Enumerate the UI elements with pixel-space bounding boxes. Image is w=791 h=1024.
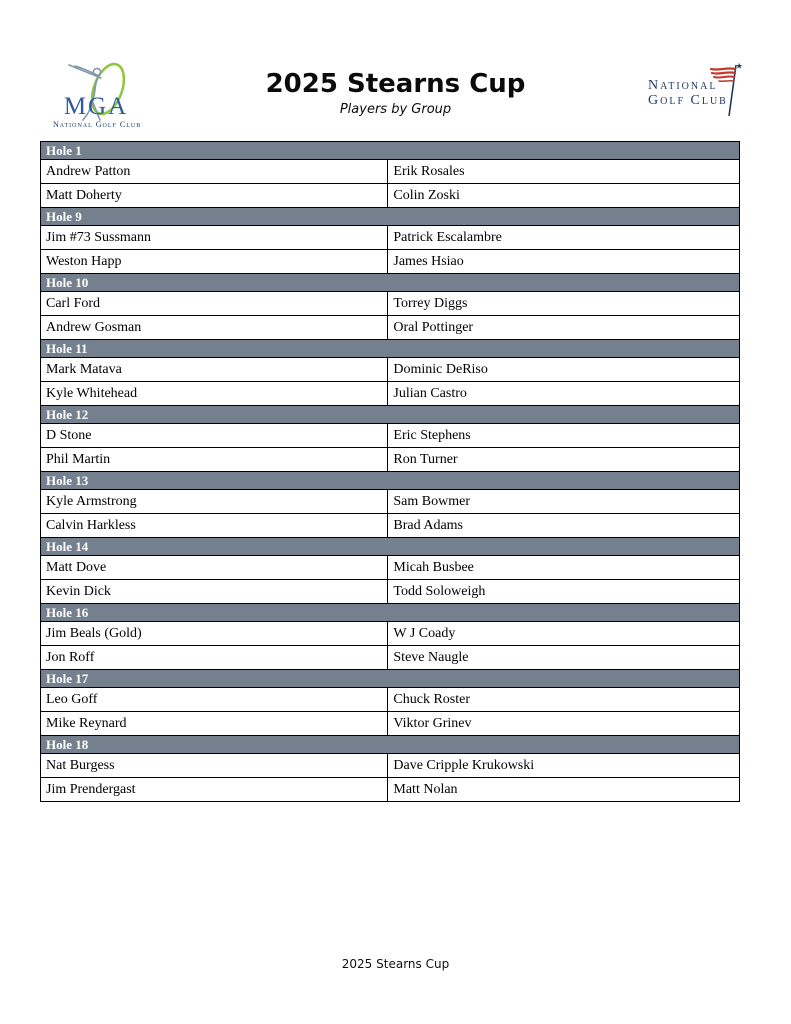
player-cell: Jim Beals (Gold) [41, 622, 388, 646]
player-cell: Patrick Escalambre [388, 226, 740, 250]
group-header-label: Hole 13 [41, 472, 740, 490]
player-cell: Brad Adams [388, 514, 740, 538]
group-header-row [41, 406, 740, 424]
player-cell: Jim #73 Sussmann [41, 226, 388, 250]
player-row [41, 778, 740, 802]
group-header-row [41, 208, 740, 226]
player-row [41, 448, 740, 472]
star-glyph [736, 63, 742, 69]
player-row [41, 754, 740, 778]
player-cell: Eric Stephens [388, 424, 740, 448]
player-cell: Mike Reynard [41, 712, 388, 736]
player-row [41, 316, 740, 340]
player-row [41, 184, 740, 208]
player-cell: Leo Goff [41, 688, 388, 712]
group-header-row [41, 538, 740, 556]
group-header-row [41, 274, 740, 292]
group-header-label: Hole 16 [41, 604, 740, 622]
player-row [41, 646, 740, 670]
player-cell: Sam Bowmer [388, 490, 740, 514]
group-header-row [41, 736, 740, 754]
group-header-label: Hole 10 [41, 274, 740, 292]
ngc-line2: Golf Club [648, 92, 728, 108]
player-cell: Micah Busbee [388, 556, 740, 580]
player-cell: Oral Pottinger [388, 316, 740, 340]
players-by-group-table [40, 141, 740, 802]
player-row [41, 250, 740, 274]
player-cell: Andrew Gosman [41, 316, 388, 340]
player-cell: Dominic DeRiso [388, 358, 740, 382]
player-cell: Steve Naugle [388, 646, 740, 670]
page-title: 2025 Stearns Cup [265, 69, 526, 99]
player-row [41, 424, 740, 448]
players-table-body [41, 142, 740, 802]
player-cell: Jim Prendergast [41, 778, 388, 802]
page-subtitle: Players by Group [339, 101, 452, 117]
player-cell: W J Coady [388, 622, 740, 646]
player-cell: Dave Cripple Krukowski [388, 754, 740, 778]
mga-monogram: MGA [63, 93, 129, 120]
player-cell: Chuck Roster [388, 688, 740, 712]
player-cell: Colin Zoski [388, 184, 740, 208]
player-cell: Erik Rosales [388, 160, 740, 184]
group-header-label: Hole 1 [41, 142, 740, 160]
player-row [41, 556, 740, 580]
group-header-label: Hole 14 [41, 538, 740, 556]
ngc-wordmark [648, 79, 728, 108]
page-footer: 2025 Stearns Cup [341, 957, 450, 971]
player-row [41, 382, 740, 406]
group-header-label: Hole 17 [41, 670, 740, 688]
player-cell: James Hsiao [388, 250, 740, 274]
player-cell: Ron Turner [388, 448, 740, 472]
player-row [41, 712, 740, 736]
player-row [41, 226, 740, 250]
group-header-row [41, 604, 740, 622]
group-header-row [41, 472, 740, 490]
player-cell: Torrey Diggs [388, 292, 740, 316]
player-cell: Nat Burgess [41, 754, 388, 778]
player-cell: Carl Ford [41, 292, 388, 316]
player-cell: Julian Castro [388, 382, 740, 406]
player-cell: Viktor Grinev [388, 712, 740, 736]
player-cell: Kyle Whitehead [41, 382, 388, 406]
player-row [41, 622, 740, 646]
national-golf-club-logo [646, 60, 746, 122]
player-row [41, 160, 740, 184]
player-row [41, 292, 740, 316]
player-cell: D Stone [41, 424, 388, 448]
group-header-label: Hole 11 [41, 340, 740, 358]
player-cell: Kyle Armstrong [41, 490, 388, 514]
player-cell: Andrew Patton [41, 160, 388, 184]
player-row [41, 490, 740, 514]
player-row [41, 688, 740, 712]
player-cell: Jon Roff [41, 646, 388, 670]
player-row [41, 514, 740, 538]
mga-club-name: National Golf Club [53, 120, 142, 129]
player-cell: Calvin Harkless [41, 514, 388, 538]
player-cell: Weston Happ [41, 250, 388, 274]
group-header-label: Hole 18 [41, 736, 740, 754]
player-cell: Matt Nolan [388, 778, 740, 802]
group-header-row [41, 142, 740, 160]
player-cell: Phil Martin [41, 448, 388, 472]
player-cell: Kevin Dick [41, 580, 388, 604]
ngc-line1: National [648, 78, 718, 93]
player-cell: Mark Matava [41, 358, 388, 382]
group-header-row [41, 670, 740, 688]
group-header-row [41, 340, 740, 358]
group-header-label: Hole 12 [41, 406, 740, 424]
group-header-label: Hole 9 [41, 208, 740, 226]
player-cell: Todd Soloweigh [388, 580, 740, 604]
player-row [41, 358, 740, 382]
player-row [41, 580, 740, 604]
player-cell: Matt Dove [41, 556, 388, 580]
player-cell: Matt Doherty [41, 184, 388, 208]
